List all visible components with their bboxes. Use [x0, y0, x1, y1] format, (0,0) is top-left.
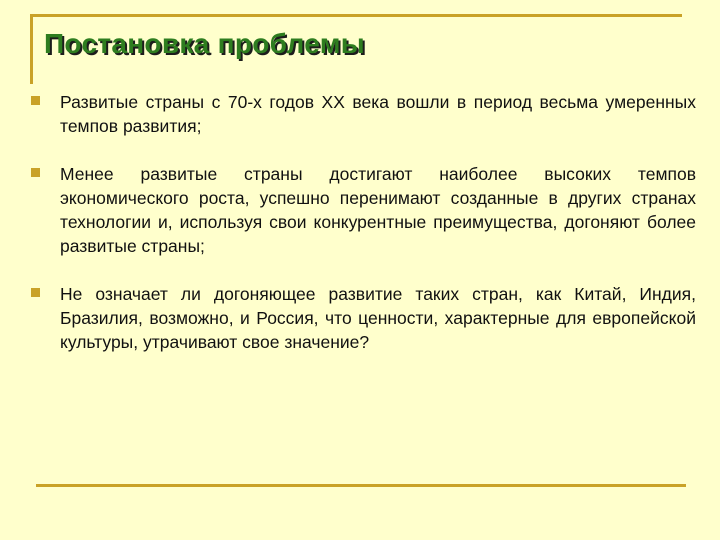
bottom-rule [36, 484, 686, 487]
bullet-list [30, 90, 696, 378]
bullet-item [30, 282, 696, 354]
left-rule [30, 14, 33, 84]
top-rule [30, 14, 682, 17]
bullet-item [30, 90, 696, 138]
bullet-text: Не означает ли догоняющее развитие таких стран, как Китай, Индия, Бразилия, возможно, и Россия, что ценности, характерные для европейской культуры, утрачивают свое значение? [60, 284, 696, 352]
square-bullet-icon [31, 96, 40, 105]
square-bullet-icon [31, 168, 40, 177]
bullet-text: Менее развитые страны достигают наиболее высоких темпов экономического роста, успешно перенимают созданные в других странах технологии и, используя свои конкурентные преимущества, догоняют более развитые страны; [60, 164, 696, 256]
bullet-item [30, 162, 696, 258]
square-bullet-icon [31, 288, 40, 297]
slide-title: Постановка проблемы [44, 28, 365, 59]
bullet-text: Развитые страны с 70-х годов XX века вошли в период весьма умеренных темпов развития; [60, 92, 696, 136]
